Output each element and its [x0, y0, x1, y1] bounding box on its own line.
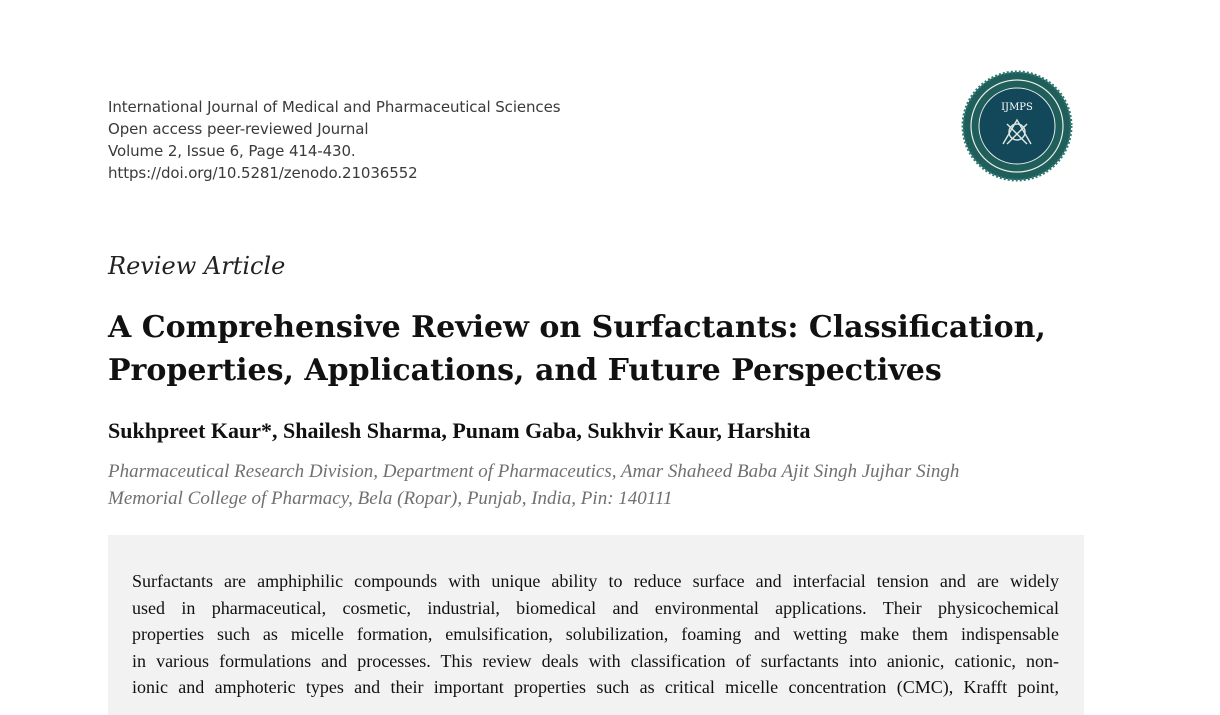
abstract-line: Surfactants are amphiphilic compounds with unique ability to reduce surface and interfacial tension and are widely	[132, 571, 1059, 591]
abstract-line: in various formulations and processes. This review deals with classification of surfactants into anionic, cationic, non-	[132, 650, 1059, 671]
affiliation	[108, 458, 1068, 512]
title-line: A Comprehensive Review on Surfactants: Classification,	[108, 310, 1046, 345]
journal-info	[108, 96, 708, 184]
abstract-line: properties such as micelle formation, emulsification, solubilization, foaming and wetting make them indispensable	[132, 624, 1059, 644]
affiliation-line: Pharmaceutical Research Division, Department of Pharmaceutics, Amar Shaheed Baba Ajit Singh Jujhar Singh	[108, 461, 960, 482]
journal-doi[interactable]: https://doi.org/10.5281/zenodo.21036552	[108, 164, 418, 182]
article-type: Review Article	[108, 252, 286, 280]
journal-access: Open access peer-reviewed Journal	[108, 120, 369, 138]
affiliation-line: Memorial College of Pharmacy, Bela (Ropar), Punjab, India, Pin: 140111	[108, 488, 673, 509]
title-line: Properties, Applications, and Future Perspectives	[108, 353, 942, 388]
journal-volume: Volume 2, Issue 6, Page 414-430.	[108, 142, 356, 160]
logo-seal-rim	[963, 72, 1071, 180]
journal-name: International Journal of Medical and Pharmaceutical Sciences	[108, 98, 561, 116]
abstract-box	[108, 535, 1084, 715]
logo-text: IJMPS	[1001, 102, 1033, 113]
abstract-text	[132, 568, 1059, 701]
abstract-line: used in pharmaceutical, cosmetic, industrial, biomedical and environmental applications. Their physicochemical	[132, 597, 1059, 618]
article-title	[108, 306, 1068, 392]
journal-logo	[961, 70, 1073, 182]
abstract-line: ionic and amphoteric types and their important properties such as critical micelle concentration (CMC), Krafft point,	[132, 677, 1059, 697]
authors: Sukhpreet Kaur*, Shailesh Sharma, Punam Gaba, Sukhvir Kaur, Harshita	[108, 418, 811, 443]
